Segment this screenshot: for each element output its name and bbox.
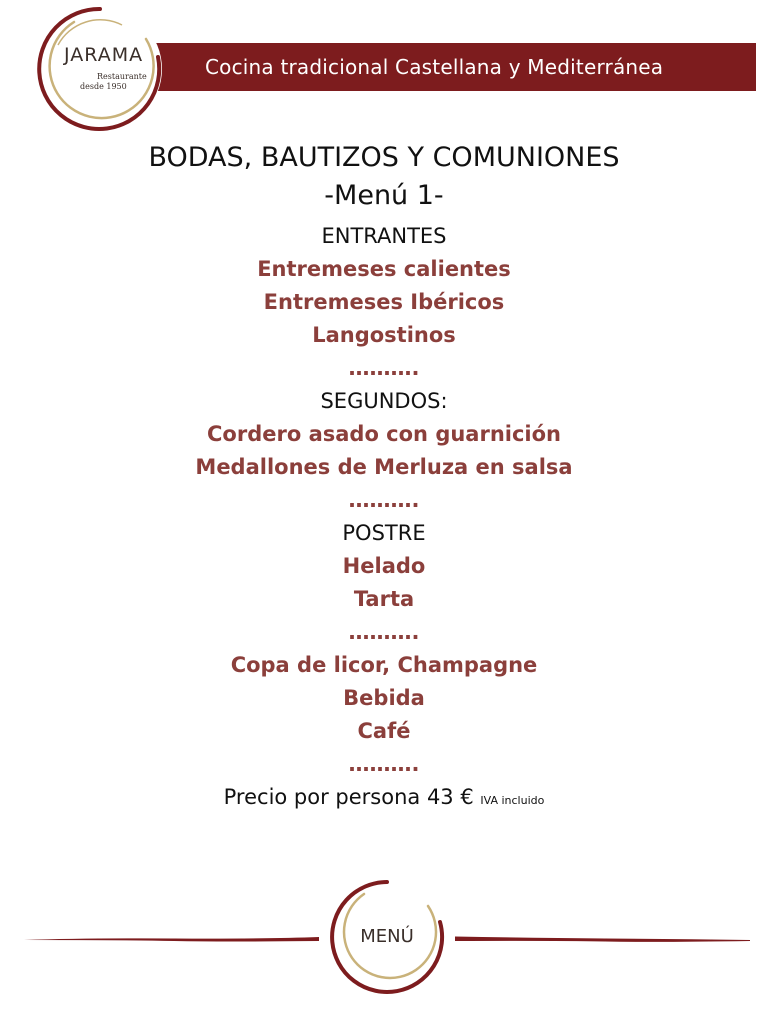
- separator: ……….: [348, 356, 420, 380]
- brush-stroke-right-icon: [455, 935, 750, 943]
- menu-item: Helado: [342, 554, 426, 578]
- section-extras: [0, 649, 768, 781]
- separator: ……….: [348, 488, 420, 512]
- menu-subtitle: -Menú 1-: [324, 180, 444, 211]
- logo-subtitle: Restaurante: [97, 72, 147, 81]
- footer-emblem-text: MENÚ: [360, 926, 414, 947]
- price-text: Precio por persona 43 €: [223, 785, 474, 809]
- section-postre: [0, 517, 768, 649]
- menu-item: Entremeses calientes: [257, 257, 511, 281]
- menu-item: Medallones de Merluza en salsa: [195, 455, 573, 479]
- menu-item: Café: [357, 719, 411, 743]
- menu-item: Langostinos: [312, 323, 456, 347]
- section-entrantes: [0, 220, 768, 385]
- logo-name: JARAMA: [64, 44, 144, 66]
- menu-item: Cordero asado con guarnición: [207, 422, 561, 446]
- section-heading: ENTRANTES: [321, 224, 447, 248]
- price-note: IVA incluido: [480, 794, 545, 807]
- menu-item: Tarta: [353, 587, 415, 611]
- brush-stroke-left-icon: [24, 935, 319, 943]
- restaurant-logo-icon: [30, 5, 170, 133]
- menu-item: Copa de licor, Champagne: [230, 653, 538, 677]
- separator: ……….: [348, 620, 420, 644]
- menu-title: BODAS, BAUTIZOS Y COMUNIONES: [148, 142, 620, 173]
- menu-item: Entremeses Ibéricos: [263, 290, 505, 314]
- menu-content: [0, 140, 768, 817]
- price-line: [0, 781, 768, 817]
- logo-since: desde 1950: [80, 82, 127, 91]
- separator: ……….: [348, 752, 420, 776]
- banner-slogan: Cocina tradicional Castellana y Mediterránea: [205, 55, 664, 79]
- menu-item: Bebida: [343, 686, 425, 710]
- section-segundos: [0, 385, 768, 517]
- section-heading: SEGUNDOS:: [320, 389, 448, 413]
- section-heading: POSTRE: [342, 521, 426, 545]
